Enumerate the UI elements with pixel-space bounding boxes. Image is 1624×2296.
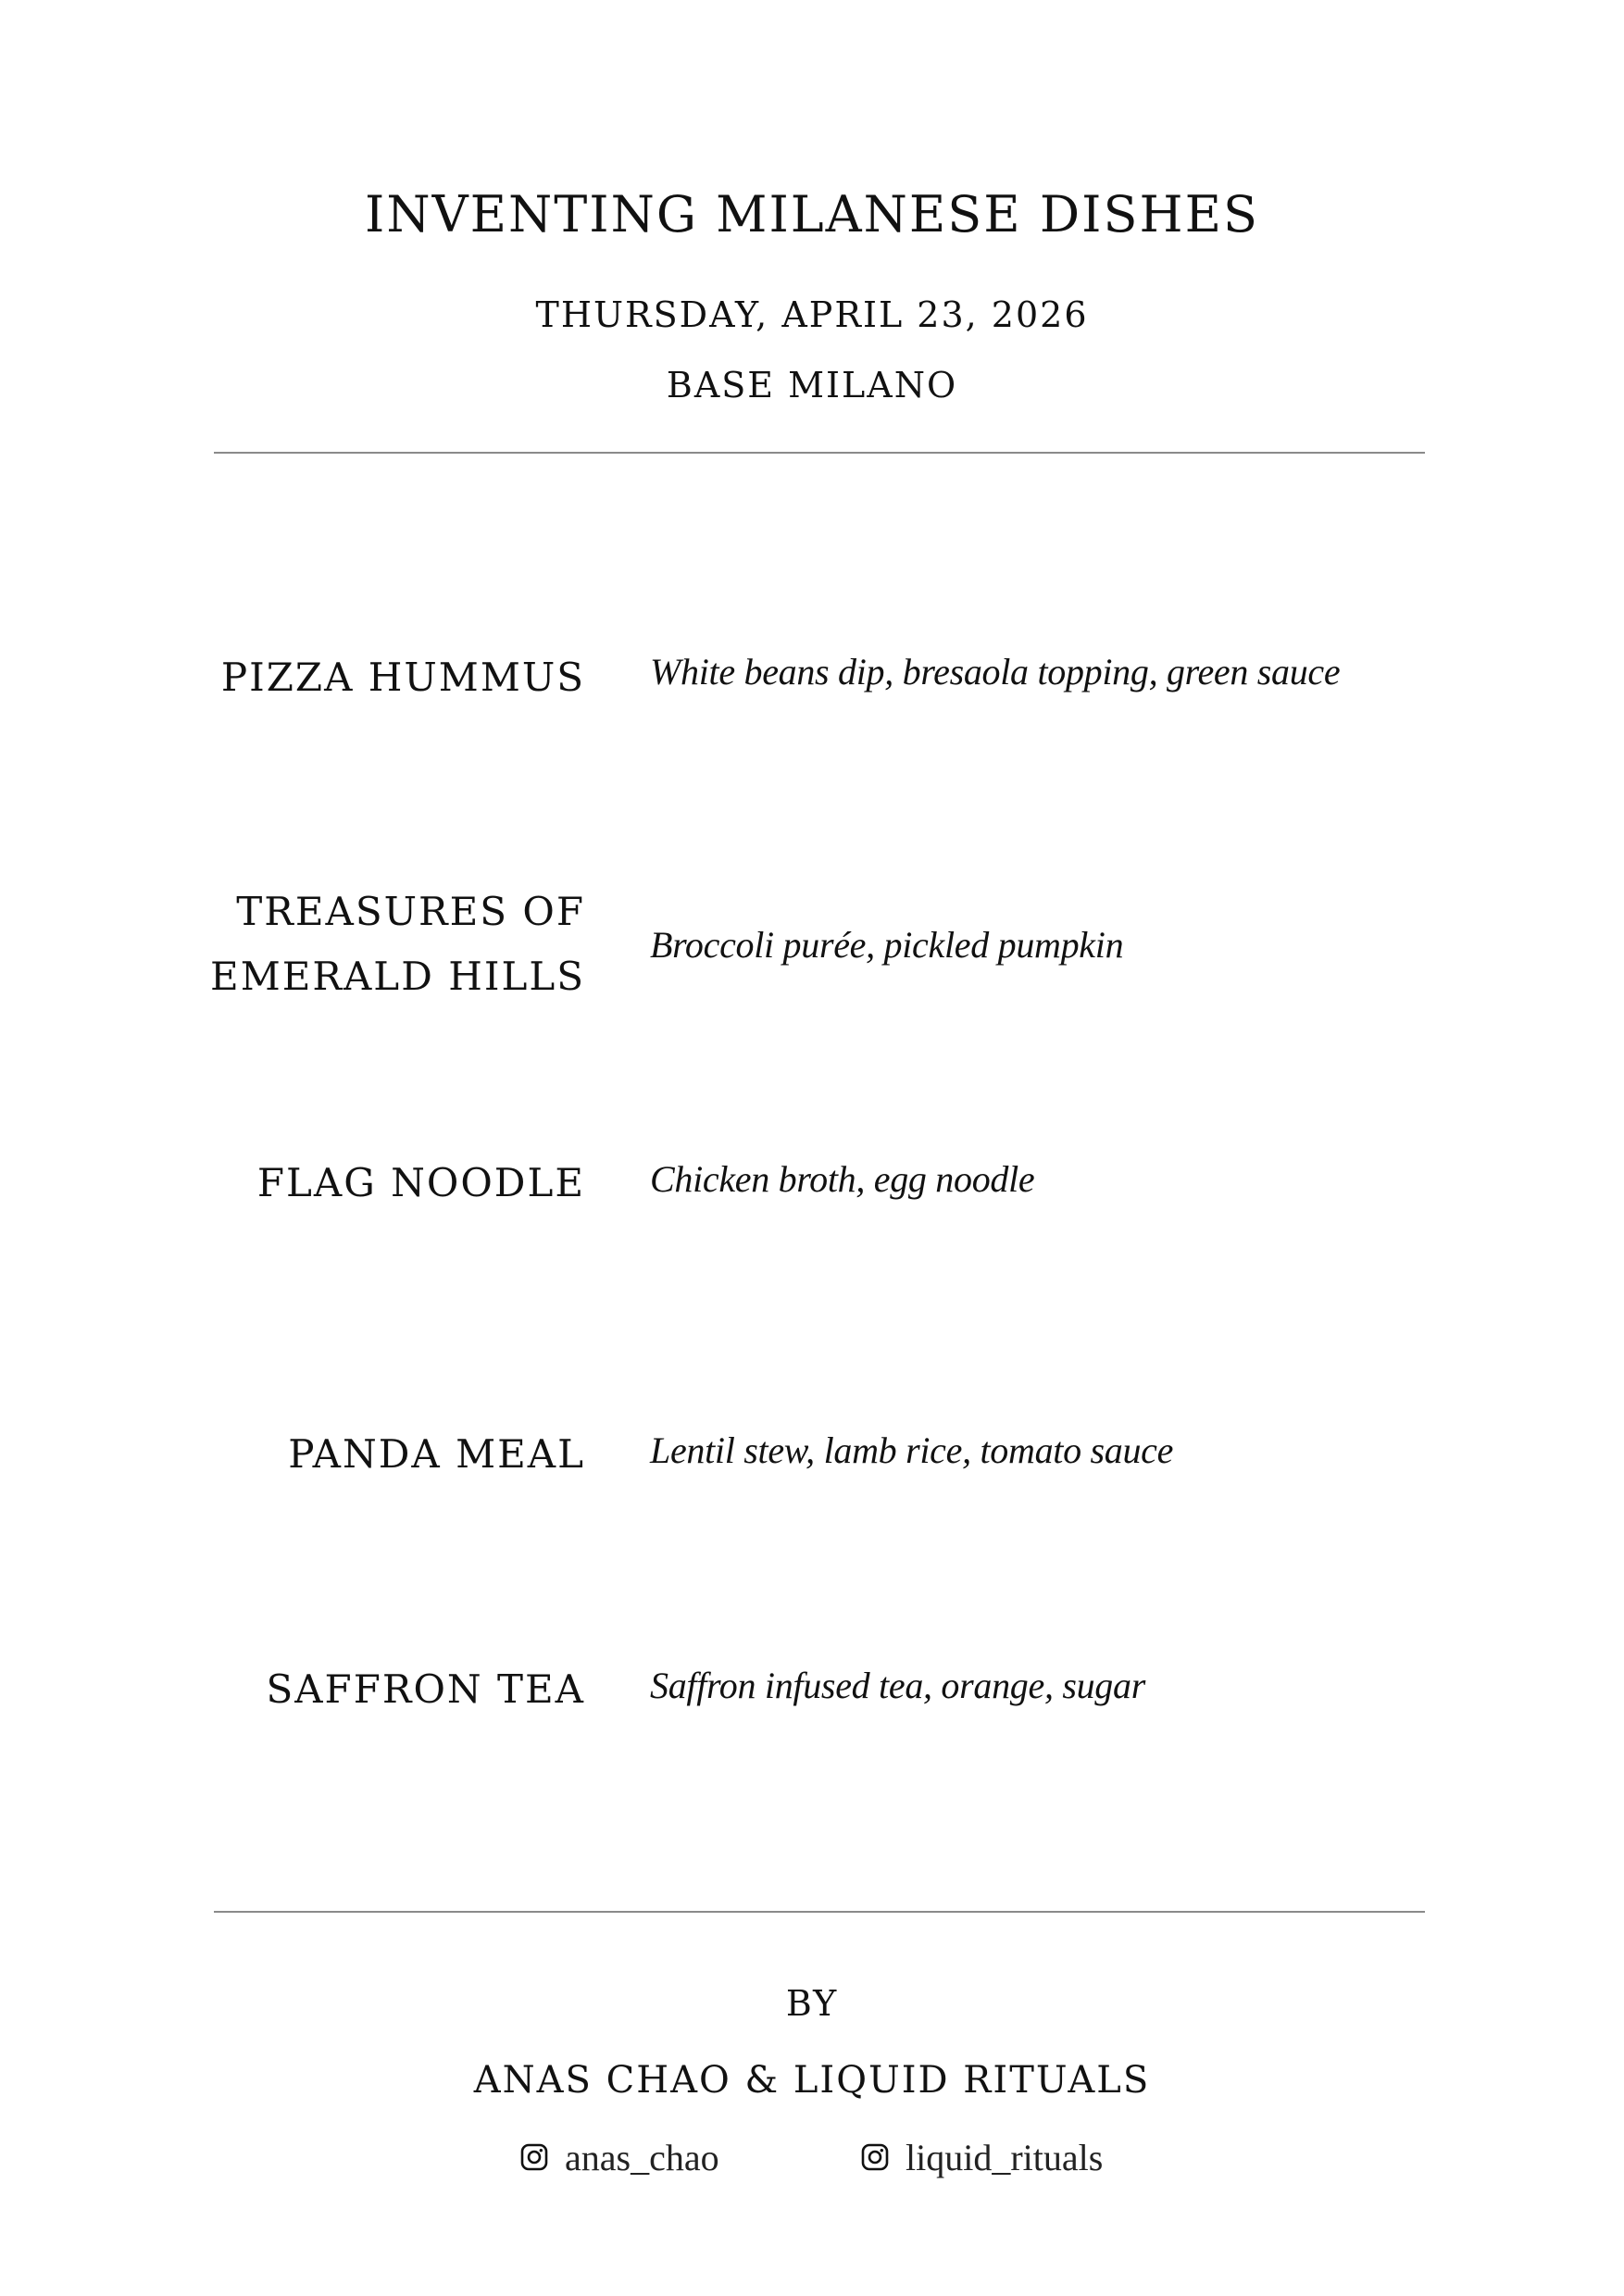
dish-name-line: FLAG NOODLE	[256, 1160, 585, 1205]
dish-name	[210, 880, 585, 1009]
dish-name	[221, 645, 585, 710]
credit-authors: ANAS CHAO & LIQUID RITUALS	[473, 2059, 1151, 2102]
dish-description: Lentil stew, lamb rice, tomato sauce	[650, 1429, 1174, 1471]
social-handle-text: anas_chao	[565, 2136, 719, 2178]
dish-name-line: PIZZA HUMMUS	[220, 655, 585, 700]
instagram-icon	[520, 2143, 548, 2171]
dish-description: Chicken broth, egg noodle	[650, 1158, 1035, 1200]
dish-name-line: PANDA MEAL	[288, 1431, 585, 1477]
credit-by: BY	[785, 1983, 839, 2024]
dish-description: Broccoli purée, pickled pumpkin	[650, 924, 1124, 966]
dish-name	[266, 1657, 585, 1722]
bottom-divider	[214, 1911, 1425, 1913]
dish-name	[288, 1422, 585, 1487]
dish-description: Saffron infused tea, orange, sugar	[650, 1665, 1145, 1706]
event-venue: BASE MILANO	[666, 365, 958, 406]
dish-name	[257, 1151, 585, 1216]
dish-name-line: SAFFRON TEA	[266, 1666, 585, 1712]
dish-description: White beans dip, bresaola topping, green sauce	[650, 651, 1341, 693]
social-handle-liquid-rituals[interactable]	[861, 2129, 1103, 2185]
event-date: THURSDAY, APRIL 23, 2026	[535, 294, 1089, 335]
dish-name-line: EMERALD HILLS	[210, 954, 585, 999]
top-divider	[214, 452, 1425, 454]
social-handle-anas-chao[interactable]	[520, 2129, 719, 2185]
instagram-icon	[861, 2143, 889, 2171]
dish-name-line: TREASURES OF	[236, 889, 585, 934]
page-title: INVENTING MILANESE DISHES	[365, 185, 1259, 243]
social-handle-text: liquid_rituals	[906, 2136, 1104, 2178]
